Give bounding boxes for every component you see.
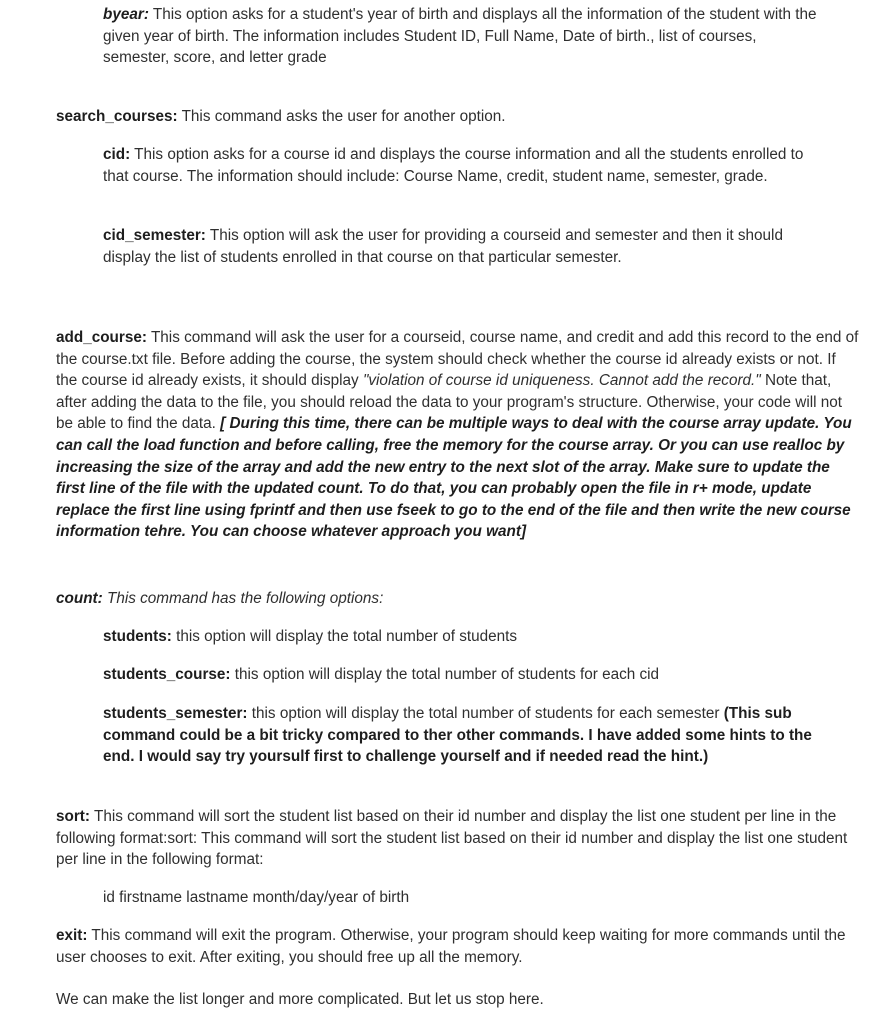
option-description: This option asks for a course id and displays the course information and all the students enrolled to that course. The information should include: Course Name, credit, student name, semester, grade. (103, 146, 804, 185)
students-option (103, 626, 823, 648)
command-description: This command has the following options: (102, 590, 384, 607)
command-term: search_courses: (56, 108, 178, 125)
option-term: students_course: (103, 666, 231, 683)
option-term: byear: (103, 6, 149, 23)
command-term: add_course: (56, 329, 147, 346)
option-term: students: (103, 628, 172, 645)
command-description: This command will ask the user for a courseid, course name, and credit and add this record to the end of the course.txt file. Before adding the course, the system should check whether the course id already exists or not. If the course id already exists, it should display (56, 329, 859, 390)
option-description: this option will display the total number of students for each cid (230, 666, 660, 683)
command-description: This command will exit the program. Otherwise, your program should keep waiting for more commands until the user chooses to exit. After exiting, you should free up all the memory. (56, 927, 846, 966)
option-term: students_semester: (103, 705, 248, 722)
closing-remark: We can make the list longer and more complicated. But let us stop here. (56, 991, 544, 1008)
error-message-quote: "violation of course id uniqueness. Cannot add the record." (362, 372, 761, 390)
command-term: count: (56, 590, 103, 607)
command-description: This command will sort the student list based on their id number and display the list one student per line in the following format:sort: This command will sort the student list based on their id number and display the list one student per line in the following format: (56, 808, 848, 869)
students-course-option (103, 664, 823, 686)
option-term: cid_semester: (103, 227, 206, 244)
option-description: this option will display the total number of students for each semester (247, 705, 724, 722)
option-description: this option will display the total number of students (171, 628, 518, 645)
byear-option (103, 4, 823, 69)
command-description-continued: Note that, after adding the data to the file, you should reload the data to your program's structure. Otherwise, your code will not be able to find the data. (56, 372, 843, 433)
cid-semester-option (103, 225, 823, 268)
exit-command (56, 925, 861, 968)
option-description: This option will ask the user for providing a courseid and semester and then it should display the list of students enrolled in that course on that particular semester. (103, 227, 783, 266)
add-course-command (56, 327, 861, 543)
command-term: exit: (56, 927, 88, 944)
sort-output-format: id firstname lastname month/day/year of birth (103, 889, 410, 906)
command-description: This command asks the user for another option. (177, 108, 506, 125)
search-courses-command (56, 106, 861, 128)
option-term: cid: (103, 146, 131, 163)
cid-option (103, 144, 823, 187)
count-command (56, 588, 861, 610)
hint-note: (This sub command could be a bit tricky compared to ther other commands. I have added some hints to the end. I would say try yoursulf first to challenge yourself and if needed read the hint.) (103, 705, 812, 766)
sort-command (56, 806, 861, 871)
option-description: This option asks for a student's year of birth and displays all the information of the student with the given year of birth. The information includes Student ID, Full Name, Date of birth., list of courses, semester, score, and letter grade (103, 6, 817, 67)
command-term: sort: (56, 808, 90, 825)
implementation-note: [ During this time, there can be multiple ways to deal with the course array update. You can call the load function and before calling, free the memory for the course array. Or you can use realloc by increasing the size of the array and add the new entry to the next slot of the array. Make sure to update the first line of the file with the updated count. To do that, you can probably open the file in r+ mode, update replace the first line using fprintf and then use fseek to go to the end of the file and then write the new course information tehre. You can choose whatever approach you want] (56, 415, 852, 541)
students-semester-option (103, 703, 823, 768)
